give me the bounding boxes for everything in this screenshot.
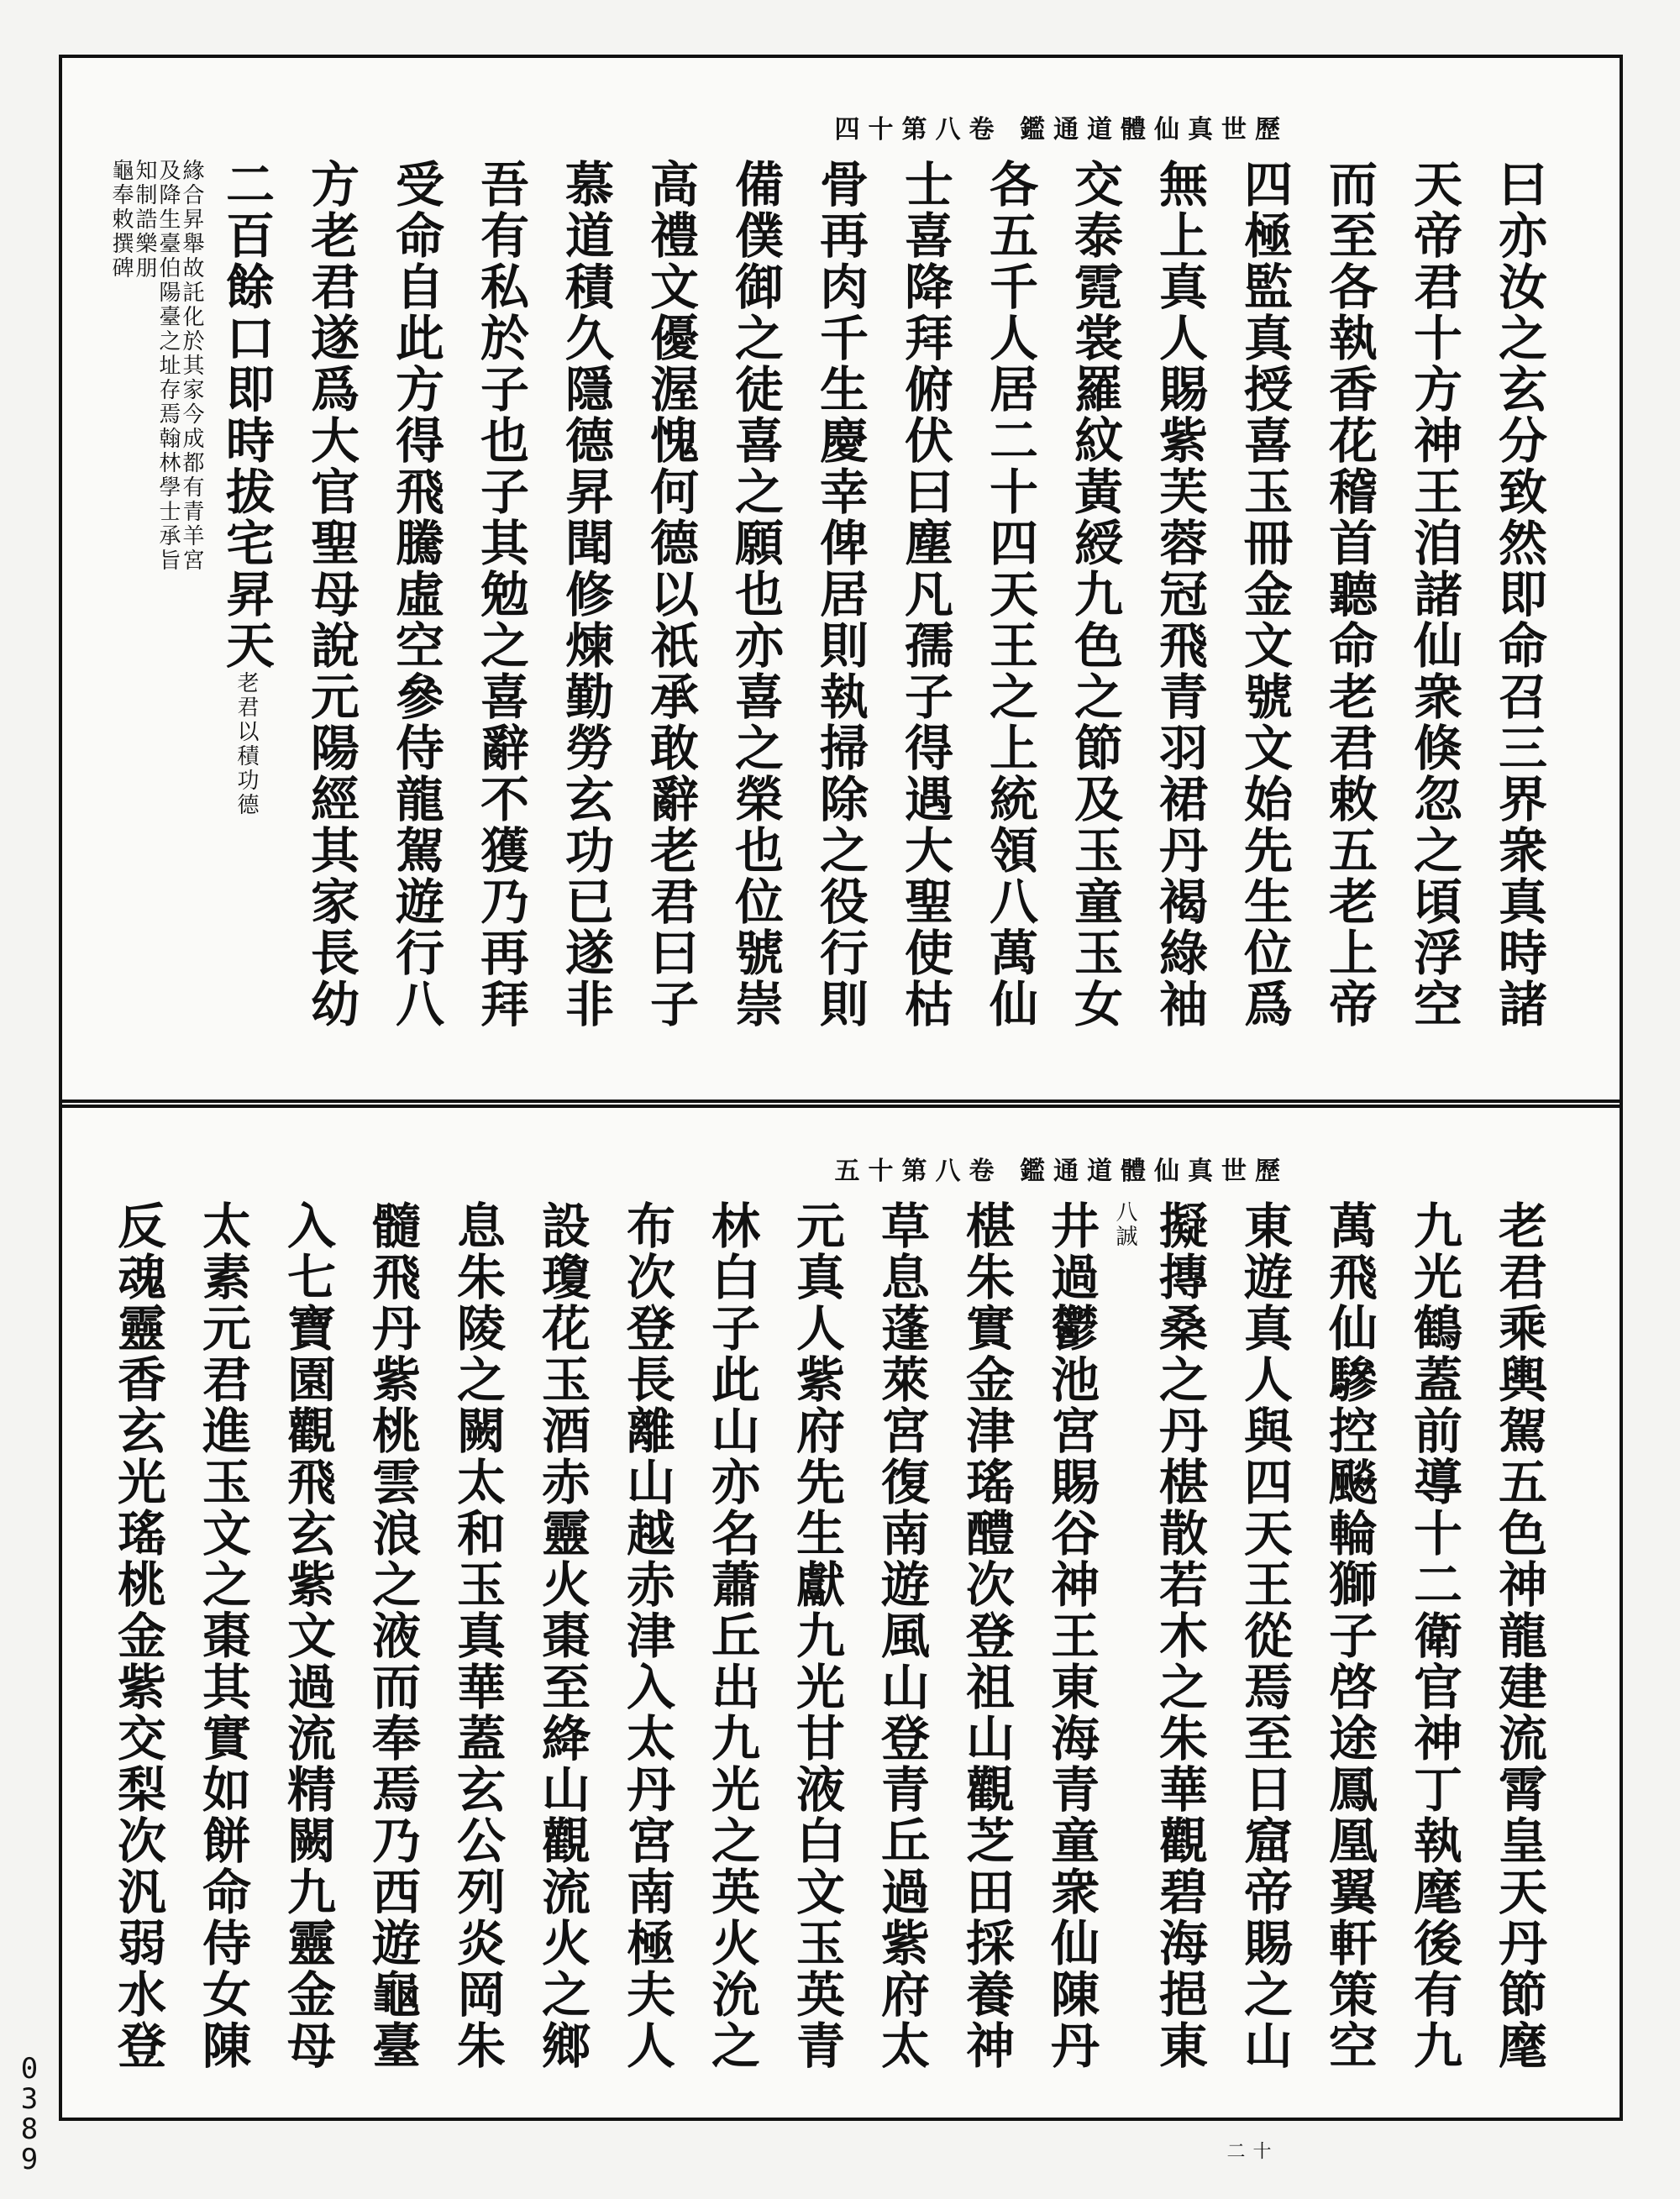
interlinear-note: 龜奉敕撰碑 [108,159,134,281]
text-column: 吾有私於子也子其勉之喜辭不獲乃再拜 [472,159,529,1030]
main-text: 二百餘口即時拔宅昇天 [218,159,275,671]
text-column: 井過鬱池宮賜谷神王東海青童衆仙陳丹 [1042,1200,1100,2071]
text-column: 椹朱實金津瑤醴次登祖山觀芝田採養神 [958,1200,1015,2071]
text-column: 各五千人居二十四天王之上統領八萬仙 [981,159,1038,1030]
text-column: 東遊真人與四天王從焉至日窟帝賜之山 [1236,1200,1293,2071]
lower-page [62,1150,1620,2160]
text-column: 受命自此方得飛騰虛空參侍龍駕遊行八 [387,159,444,1030]
text-column: 髓飛丹紫桃雲浪之液而奉焉乃西遊龜臺 [364,1200,421,2071]
text-column: 草息蓬萊宮復南遊風山登青丘過紫府太 [873,1200,930,2071]
upper-running-header: 歷世真仙體道通鑑 卷八第十四 [834,115,1289,144]
text-column: 方老君遂爲大官聖母說元陽經其家長幼 [302,159,360,1030]
text-column: 天帝君十方神王洎諸仙衆倏忽之頃浮空 [1405,159,1462,1030]
interlinear-note: 老君以積功德 [234,671,259,817]
upper-page [62,108,1620,1091]
text-column: 設瓊花玉酒赤靈火棗至絳山觀流火之鄉 [533,1200,591,2071]
text-column: 無上真人賜紫芙蓉冠飛青羽裙丹褐綠袖 [1151,159,1208,1030]
page-number: 0389 [20,2052,39,2176]
lower-body-text [99,1200,1561,2107]
text-column: 曰亦汝之玄分致然即命召三界衆真時諸 [1490,159,1547,1030]
text-column: 而至各執香花稽首聽命老君敕五老上帝 [1320,159,1378,1030]
text-column: 萬飛仙驂控飈輪獅子啓途鳳凰翼軒策空 [1320,1200,1378,2071]
text-column: 入七寶園觀飛玄紫文過流精闕九靈金母 [279,1200,336,2071]
text-column: 四極監真授喜玉冊金文號文始先生位爲 [1236,159,1293,1030]
text-column: 擬摶桑之丹椹散若木之朱華觀碧海挹東 [1151,1200,1208,2071]
text-column: 士喜降拜俯伏曰塵凡孺子得遇大聖使枯 [896,159,953,1030]
text-column: 太素元君進玉文之棗其實如餅命侍女陳 [194,1200,251,2071]
page-frame [59,55,1623,2160]
text-column: 布次登長離山越赤津入太丹宮南極夫人 [618,1200,675,2071]
interlinear-note: 知制誥樂朋 [132,159,157,281]
folio-mark: 十二 [1224,2141,1271,2160]
page-divider [62,1100,1620,1108]
text-column: 交泰霓裳羅紋黃綬九色之節及玉童玉女 [1066,159,1123,1030]
text-column: 息朱陵之闕太和玉真華蓋玄公列炎岡朱 [449,1200,506,2071]
text-column: 慕道積久隱德昇聞修煉勤勞玄功已遂非 [557,159,614,1030]
text-column: 備僕御之徒喜之願也亦喜之榮也位號崇 [727,159,784,1030]
text-column: 骨再肉千生慶幸俾居則執掃除之役行則 [811,159,869,1030]
interlinear-note: 八誠 [1112,1200,1137,1249]
text-column [99,159,109,1066]
upper-body-text [99,159,1561,1066]
text-column: 反魂靈香玄光瑤桃金紫交梨次汎弱水登 [109,1200,166,2071]
text-column: 老君乘輿駕五色神龍建流霄皇天丹節麾 [1490,1200,1547,2071]
interlinear-note: 緣合昇舉故託化於其家今成都有青羊宮 [179,159,204,573]
text-column: 九光鶴蓋前導十二衛官神丁執麾後有九 [1405,1200,1462,2071]
text-column [203,159,288,1066]
text-column: 元真人紫府先生獻九光甘液白文玉英青 [788,1200,845,2071]
text-column: 高禮文優渥愧何德以祇承敢辭老君曰子 [642,159,699,1030]
lower-running-header: 歷世真仙體道通鑑 卷八第十五 [834,1157,1289,1186]
text-column: 林白子此山亦名蕭丘出九光之英火沇之 [703,1200,760,2071]
interlinear-note: 及降生臺伯陽臺之址存焉翰林學士承旨 [155,159,181,573]
